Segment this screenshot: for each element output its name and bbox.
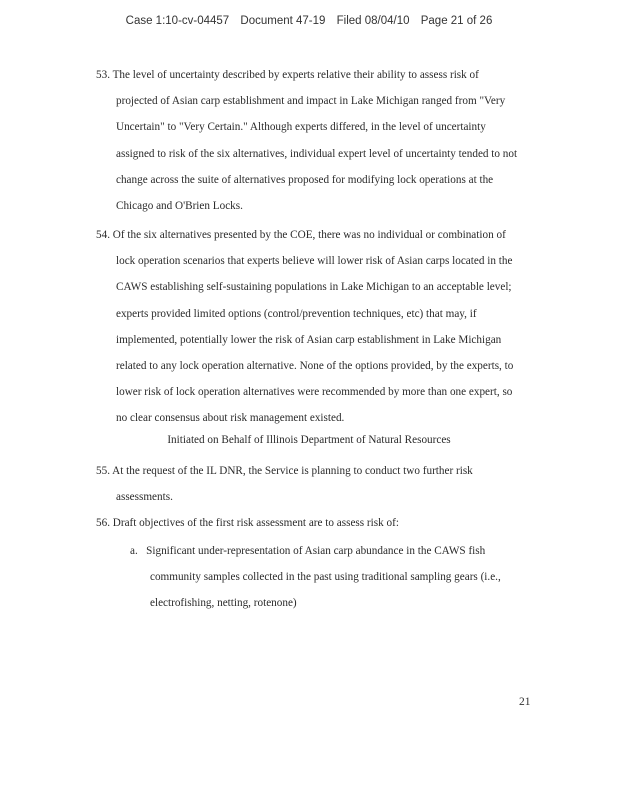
paragraph-line: lower risk of lock operation alternatives were recommended by more than one expert, so xyxy=(116,386,513,399)
paragraph-line: At the request of the IL DNR, the Service is planning to conduct two further risk xyxy=(112,465,473,477)
paragraph-line: Of the six alternatives presented by the COE, there was no individual or combination of xyxy=(112,229,506,241)
paragraph-line: Uncertain" to "Very Certain." Although experts differed, in the level of uncertainty xyxy=(116,121,486,134)
paragraph-54 xyxy=(96,222,531,432)
paragraph-line: assigned to risk of the six alternatives, individual expert level of uncertainty tended to not xyxy=(116,147,518,160)
paragraph-line: related to any lock operation alternative. None of the options provided, by the experts, to xyxy=(116,360,514,373)
section-heading: Initiated on Behalf of Illinois Department of Natural Resources xyxy=(167,434,451,446)
page-header xyxy=(0,15,618,27)
paragraph-line: change across the suite of alternatives proposed for modifying lock operations at the xyxy=(116,173,494,186)
paragraph-number: 54. xyxy=(96,229,110,241)
paragraph-line: Draft objectives of the first risk assessment are to assess risk of: xyxy=(112,517,399,529)
paragraph-line: lock operation scenarios that experts believe will lower risk of Asian carps located in the xyxy=(116,255,513,268)
paragraph-line: implemented, potentially lower the risk of Asian carp establishment in Lake Michigan xyxy=(116,333,502,346)
paragraph-line: The level of uncertainty described by experts relative their ability to assess risk of xyxy=(112,69,479,81)
sub-item-line: electrofishing, netting, rotenone) xyxy=(150,597,297,610)
sub-item-line: Significant under-representation of Asian carp abundance in the CAWS fish xyxy=(146,545,486,557)
sub-item-line: community samples collected in the past using traditional sampling gears (i.e., xyxy=(150,571,501,584)
paragraph-number: 53. xyxy=(96,69,110,81)
paragraph-number: 55. xyxy=(96,465,110,477)
paragraph-line: assessments. xyxy=(116,491,173,504)
paragraph-56 xyxy=(96,510,531,536)
paragraph-53 xyxy=(96,62,531,219)
document-number: Document 47-19 xyxy=(240,15,326,27)
page-of: Page 21 of 26 xyxy=(420,15,493,27)
paragraph-55 xyxy=(96,458,531,510)
page-number: 21 xyxy=(519,696,531,708)
paragraph-line: experts provided limited options (control/prevention techniques, etc) that may, if xyxy=(116,307,477,320)
paragraph-line: Chicago and O'Brien Locks. xyxy=(116,200,243,213)
case-number: Case 1:10-cv-04457 xyxy=(125,15,230,27)
paragraph-number: 56. xyxy=(96,517,110,529)
filed-date: Filed 08/04/10 xyxy=(336,15,410,27)
sub-item-letter: a. xyxy=(130,545,138,557)
paragraph-line: no clear consensus about risk management existed. xyxy=(116,412,345,425)
sub-item-a xyxy=(130,538,530,617)
paragraph-line: CAWS establishing self-sustaining populations in Lake Michigan to an acceptable level; xyxy=(116,281,512,294)
paragraph-line: projected of Asian carp establishment and impact in Lake Michigan ranged from "Very xyxy=(116,95,506,108)
